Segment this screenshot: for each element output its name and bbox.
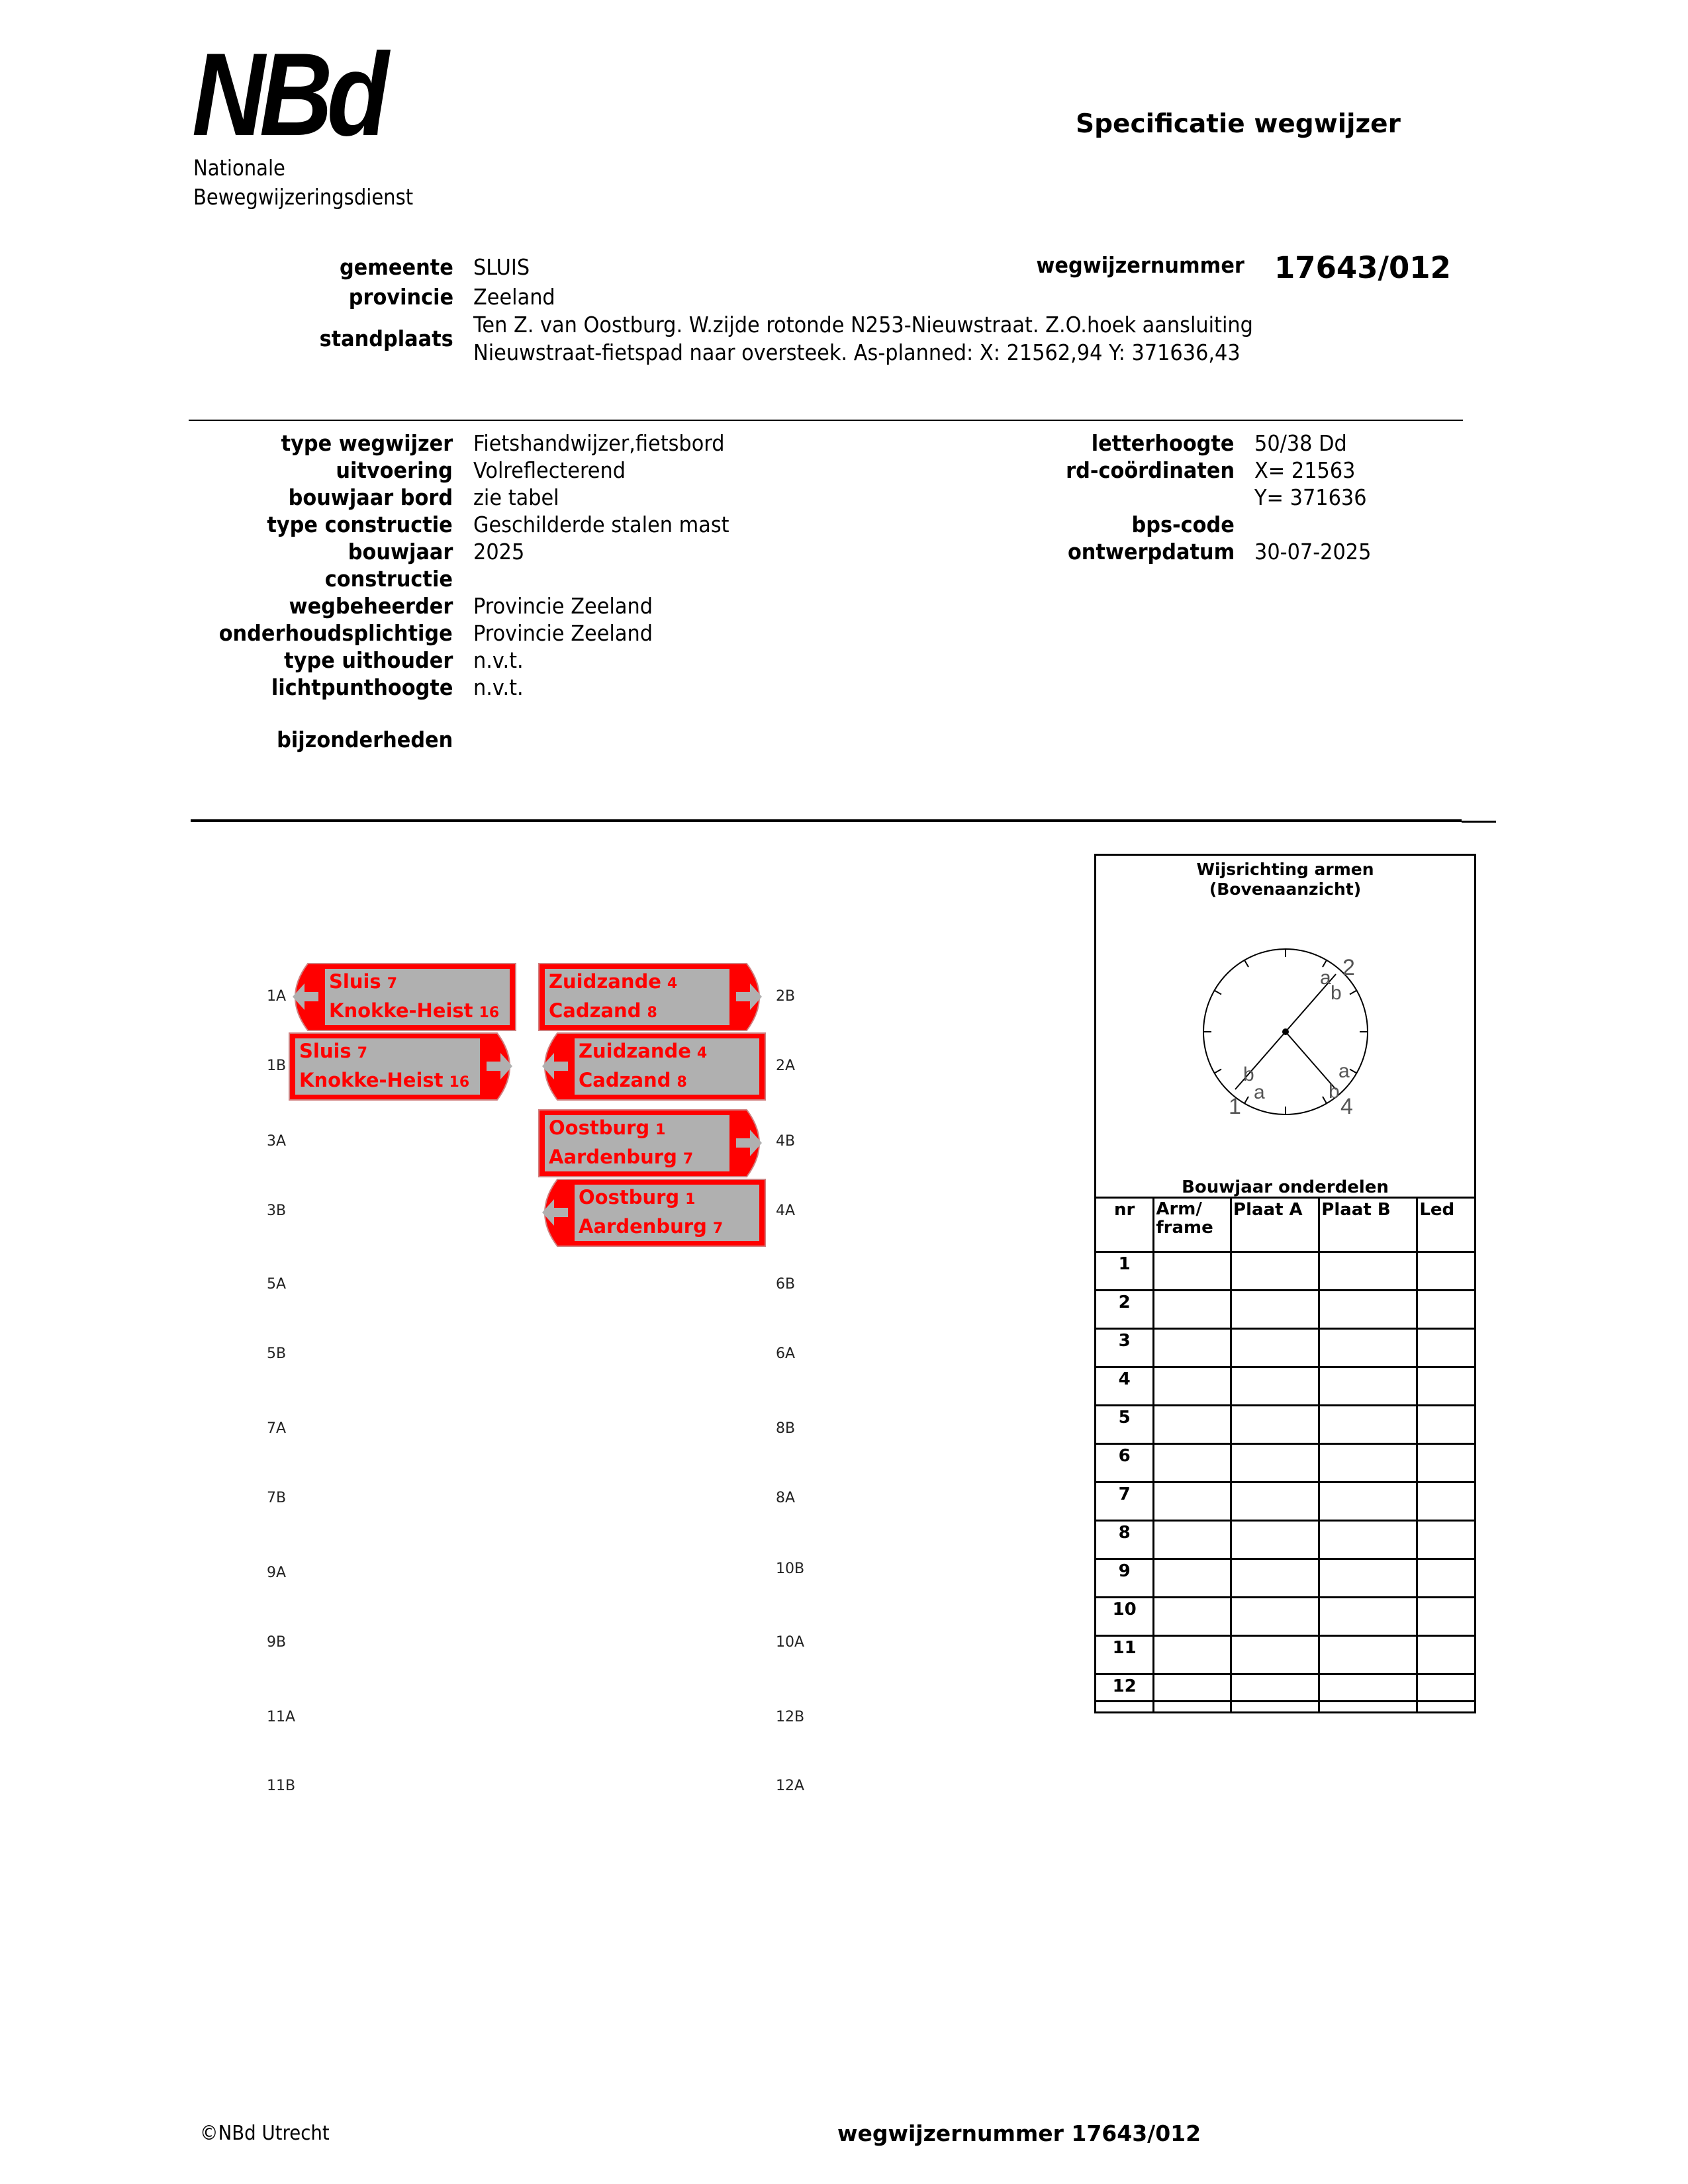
spec-value: n.v.t. <box>473 674 524 700</box>
table-cell <box>1154 1674 1231 1713</box>
direction-box-title-line1: Wijsrichting armen <box>1196 860 1374 879</box>
sign-destination <box>579 1215 723 1238</box>
sign-1B <box>289 1032 517 1101</box>
sign-4B <box>538 1109 767 1177</box>
table-cell <box>1319 1329 1417 1367</box>
row-number: 10 <box>1096 1598 1154 1636</box>
spec-label: bps-code <box>1131 512 1235 537</box>
column-header: nr <box>1096 1198 1154 1252</box>
destination-distance: 4 <box>696 1045 708 1062</box>
destination-distance: 7 <box>387 976 397 992</box>
destination-distance: 7 <box>682 1151 694 1167</box>
sign-destination <box>579 1186 695 1208</box>
direction-box-title-line2: (Bovenaanzicht) <box>1209 880 1362 899</box>
table-cell <box>1231 1329 1319 1367</box>
row-number: 7 <box>1096 1482 1154 1521</box>
table-row <box>1096 1674 1476 1713</box>
table-cell <box>1417 1367 1476 1406</box>
table-row <box>1096 1252 1476 1291</box>
arm-1-side-b: b <box>1243 1064 1254 1085</box>
destination-name: Cadzand <box>549 999 641 1022</box>
destination-name: Cadzand <box>579 1069 671 1091</box>
spec-value: Fietshandwijzer,fietsbord <box>473 430 725 456</box>
spec-label: lichtpunthoogte <box>271 674 453 700</box>
table-cell <box>1319 1674 1417 1713</box>
position-label: 9A <box>267 1565 287 1581</box>
bouwjaar-table-caption: Bouwjaar onderdelen <box>1096 1178 1476 1198</box>
destination-name: Sluis <box>329 970 381 993</box>
position-label: 10A <box>776 1634 805 1651</box>
spec-value: 50/38 Dd <box>1254 430 1347 456</box>
position-label: 12B <box>776 1709 805 1725</box>
dial-center <box>1282 1028 1289 1035</box>
spec-label: type wegwijzer <box>281 430 453 456</box>
spec-value: Provincie Zeeland <box>473 593 653 619</box>
table-cell <box>1417 1329 1476 1367</box>
table-cell <box>1154 1444 1231 1482</box>
row-number: 8 <box>1096 1521 1154 1559</box>
logo-subtitle-line1: Nationale <box>193 155 285 181</box>
standplaats-line2: Nieuwstraat-fietspad naar oversteek. As-planned: X: 21562,94 Y: 371636,43 <box>473 340 1241 365</box>
position-label: 11A <box>267 1709 296 1725</box>
position-label: 1B <box>267 1058 287 1074</box>
row-number: 9 <box>1096 1559 1154 1598</box>
row-number: 4 <box>1096 1367 1154 1406</box>
position-label: 9B <box>267 1634 287 1651</box>
table-row <box>1096 1444 1476 1482</box>
table-cell <box>1417 1521 1476 1559</box>
destination-name: Zuidzande <box>549 970 661 993</box>
position-label: 2B <box>776 988 796 1005</box>
table-row <box>1096 1406 1476 1444</box>
table-cell <box>1231 1406 1319 1444</box>
table-cell <box>1231 1598 1319 1636</box>
sign-2A <box>538 1032 766 1101</box>
table-cell <box>1319 1598 1417 1636</box>
table-cell <box>1417 1252 1476 1291</box>
spec-label: rd-coördinaten <box>1066 457 1235 483</box>
spec-value: zie tabel <box>473 484 559 510</box>
position-label: 6B <box>776 1276 796 1293</box>
table-row <box>1096 1636 1476 1674</box>
destination-name: Zuidzande <box>579 1040 691 1062</box>
table-cell <box>1231 1521 1319 1559</box>
provincie-label: provincie <box>348 284 453 310</box>
destination-name: Knokke-Heist <box>329 999 473 1022</box>
position-label: 8A <box>776 1490 796 1506</box>
table-cell <box>1319 1444 1417 1482</box>
position-label: 3A <box>267 1133 287 1150</box>
position-label: 1A <box>267 988 287 1005</box>
table-cell <box>1154 1482 1231 1521</box>
dial-tick <box>1244 960 1248 967</box>
spec-value: 30-07-2025 <box>1254 539 1372 565</box>
footer-copyright: ©NBd Utrecht <box>200 2122 330 2145</box>
column-header: Led <box>1417 1198 1476 1252</box>
spec-label: bijzonderheden <box>276 727 453 752</box>
logo-subtitle-line2: Bewegwijzeringsdienst <box>193 184 414 210</box>
table-cell <box>1231 1367 1319 1406</box>
spec-label: type uithouder <box>283 647 453 673</box>
spec-value: Provincie Zeeland <box>473 620 653 646</box>
destination-distance: 16 <box>449 1074 470 1091</box>
dial-tick <box>1350 1069 1356 1073</box>
footer-wegwijzernummer: wegwijzernummer 17643/012 <box>837 2120 1201 2146</box>
arm-4-side-b: b <box>1329 1081 1340 1103</box>
wegwijzernummer-label: wegwijzernummer <box>1036 252 1244 278</box>
divider-bottom-tail <box>1462 821 1496 823</box>
table-cell <box>1154 1636 1231 1674</box>
spec-label: letterhoogte <box>1092 430 1235 456</box>
position-label: 7B <box>267 1490 287 1506</box>
row-number: 11 <box>1096 1636 1154 1674</box>
table-cell <box>1231 1674 1319 1713</box>
destination-name: Aardenburg <box>579 1215 707 1238</box>
spec-value: 2025 <box>473 539 525 565</box>
sign-destination <box>549 970 677 993</box>
arm-2-side-b: b <box>1331 982 1342 1004</box>
position-label: 12A <box>776 1778 805 1794</box>
divider-bottom <box>191 819 1462 822</box>
table-cell <box>1154 1406 1231 1444</box>
sign-2B <box>538 963 767 1031</box>
table-cell <box>1417 1598 1476 1636</box>
dial-tick <box>1215 991 1221 995</box>
row-number: 1 <box>1096 1252 1154 1291</box>
column-header: Plaat B <box>1319 1198 1417 1252</box>
spec-value: X= 21563 <box>1254 457 1356 483</box>
table-cell <box>1231 1636 1319 1674</box>
arm-1-side-a: a <box>1254 1081 1265 1103</box>
table-row <box>1096 1521 1476 1559</box>
table-cell <box>1231 1252 1319 1291</box>
document-title: Specificatie wegwijzer <box>1076 109 1401 139</box>
table-row <box>1096 1367 1476 1406</box>
standplaats-line1: Ten Z. van Oostburg. W.zijde rotonde N253-Nieuwstraat. Z.O.hoek aansluiting <box>473 312 1253 338</box>
nbd-logo: NBd <box>192 28 383 160</box>
table-row <box>1096 1329 1476 1367</box>
standplaats-label: standplaats <box>319 326 453 351</box>
arm-4-side-a: a <box>1338 1060 1350 1082</box>
spec-label: type constructie <box>267 512 453 537</box>
spec-label: uitvoering <box>336 457 453 483</box>
wegwijzernummer-value: 17643/012 <box>1274 250 1451 285</box>
table-row <box>1096 1559 1476 1598</box>
destination-distance: 8 <box>677 1074 687 1091</box>
table-cell <box>1417 1482 1476 1521</box>
provincie-value: Zeeland <box>473 284 555 310</box>
column-header: Plaat A <box>1231 1198 1319 1252</box>
position-label: 8B <box>776 1420 796 1437</box>
position-label: 10B <box>776 1561 805 1577</box>
sign-4A <box>538 1179 766 1247</box>
spec-label: ontwerpdatum <box>1067 539 1235 565</box>
table-cell <box>1154 1559 1231 1598</box>
gemeente-label: gemeente <box>340 254 453 280</box>
spec-label: onderhoudsplichtige <box>218 620 453 646</box>
table-row <box>1096 1482 1476 1521</box>
divider-top <box>189 420 1463 421</box>
sign-destination <box>579 1040 707 1062</box>
spec-value: n.v.t. <box>473 647 524 673</box>
bouwjaar-table-header <box>1096 1198 1476 1252</box>
table-cell <box>1319 1521 1417 1559</box>
table-cell <box>1319 1291 1417 1329</box>
table-cell <box>1319 1636 1417 1674</box>
dial-tick <box>1350 991 1356 995</box>
dial-tick <box>1323 1097 1327 1103</box>
position-label: 11B <box>267 1778 296 1794</box>
table-cell <box>1319 1252 1417 1291</box>
gemeente-value: SLUIS <box>473 254 530 280</box>
table-cell <box>1417 1636 1476 1674</box>
table-cell <box>1231 1444 1319 1482</box>
row-number: 3 <box>1096 1329 1154 1367</box>
sign-destination <box>549 1116 665 1139</box>
table-cell <box>1417 1559 1476 1598</box>
destination-distance: 4 <box>667 976 678 992</box>
bouwjaar-table <box>1094 1178 1476 1713</box>
column-header: Arm/ frame <box>1154 1198 1231 1252</box>
table-cell <box>1319 1406 1417 1444</box>
table-cell <box>1417 1291 1476 1329</box>
table-cell <box>1154 1598 1231 1636</box>
direction-dial <box>1096 909 1474 1160</box>
table-row <box>1096 1598 1476 1636</box>
position-label: 6A <box>776 1345 796 1362</box>
table-cell <box>1154 1291 1231 1329</box>
spec-value: Y= 371636 <box>1254 484 1367 510</box>
sign-1A <box>288 963 516 1031</box>
row-number: 6 <box>1096 1444 1154 1482</box>
table-cell <box>1154 1329 1231 1367</box>
destination-name: Sluis <box>299 1040 352 1062</box>
table-cell <box>1154 1521 1231 1559</box>
arm-number-2: 2 <box>1342 955 1355 980</box>
spec-label: bouwjaar bord <box>288 484 453 510</box>
table-cell <box>1417 1406 1476 1444</box>
dial-tick <box>1323 960 1327 967</box>
table-cell <box>1231 1559 1319 1598</box>
arm-2-side-a: a <box>1320 967 1331 989</box>
row-number: 2 <box>1096 1291 1154 1329</box>
arm-number-1: 1 <box>1229 1094 1241 1119</box>
bouwjaar-table-body <box>1096 1252 1476 1713</box>
spec-label: wegbeheerder <box>289 593 453 619</box>
destination-distance: 8 <box>647 1005 657 1021</box>
destination-distance: 7 <box>712 1220 724 1237</box>
row-number: 5 <box>1096 1406 1154 1444</box>
position-label: 4A <box>776 1203 796 1219</box>
dial-tick <box>1215 1069 1221 1073</box>
table-cell <box>1319 1367 1417 1406</box>
table-cell <box>1154 1367 1231 1406</box>
destination-distance: 1 <box>685 1191 696 1208</box>
arm-number-4: 4 <box>1340 1094 1353 1119</box>
table-cell <box>1231 1291 1319 1329</box>
sign-destination <box>549 999 657 1022</box>
position-label: 3B <box>267 1203 287 1219</box>
destination-name: Aardenburg <box>549 1146 677 1168</box>
table-cell <box>1319 1482 1417 1521</box>
row-number: 12 <box>1096 1674 1154 1713</box>
destination-distance: 7 <box>357 1045 367 1062</box>
sign-destination <box>579 1069 687 1091</box>
position-label: 5A <box>267 1276 287 1293</box>
position-label: 4B <box>776 1133 796 1150</box>
table-row <box>1096 1291 1476 1329</box>
spec-value: Geschilderde stalen mast <box>473 512 729 537</box>
spec-value: Volreflecterend <box>473 457 626 483</box>
destination-distance: 1 <box>655 1122 666 1138</box>
position-label: 5B <box>267 1345 287 1362</box>
spec-label: constructie <box>324 566 453 592</box>
destination-name: Knokke-Heist <box>299 1069 444 1091</box>
position-label: 7A <box>267 1420 287 1437</box>
destination-name: Oostburg <box>549 1116 650 1139</box>
destination-name: Oostburg <box>579 1186 680 1208</box>
sign-destination <box>549 1146 693 1168</box>
destination-distance: 16 <box>479 1005 500 1021</box>
position-label: 2A <box>776 1058 796 1074</box>
dial-tick <box>1244 1097 1248 1103</box>
table-cell <box>1154 1252 1231 1291</box>
spec-label: bouwjaar <box>348 539 453 565</box>
table-cell <box>1319 1559 1417 1598</box>
table-cell <box>1417 1444 1476 1482</box>
table-cell <box>1417 1674 1476 1713</box>
table-cell <box>1231 1482 1319 1521</box>
